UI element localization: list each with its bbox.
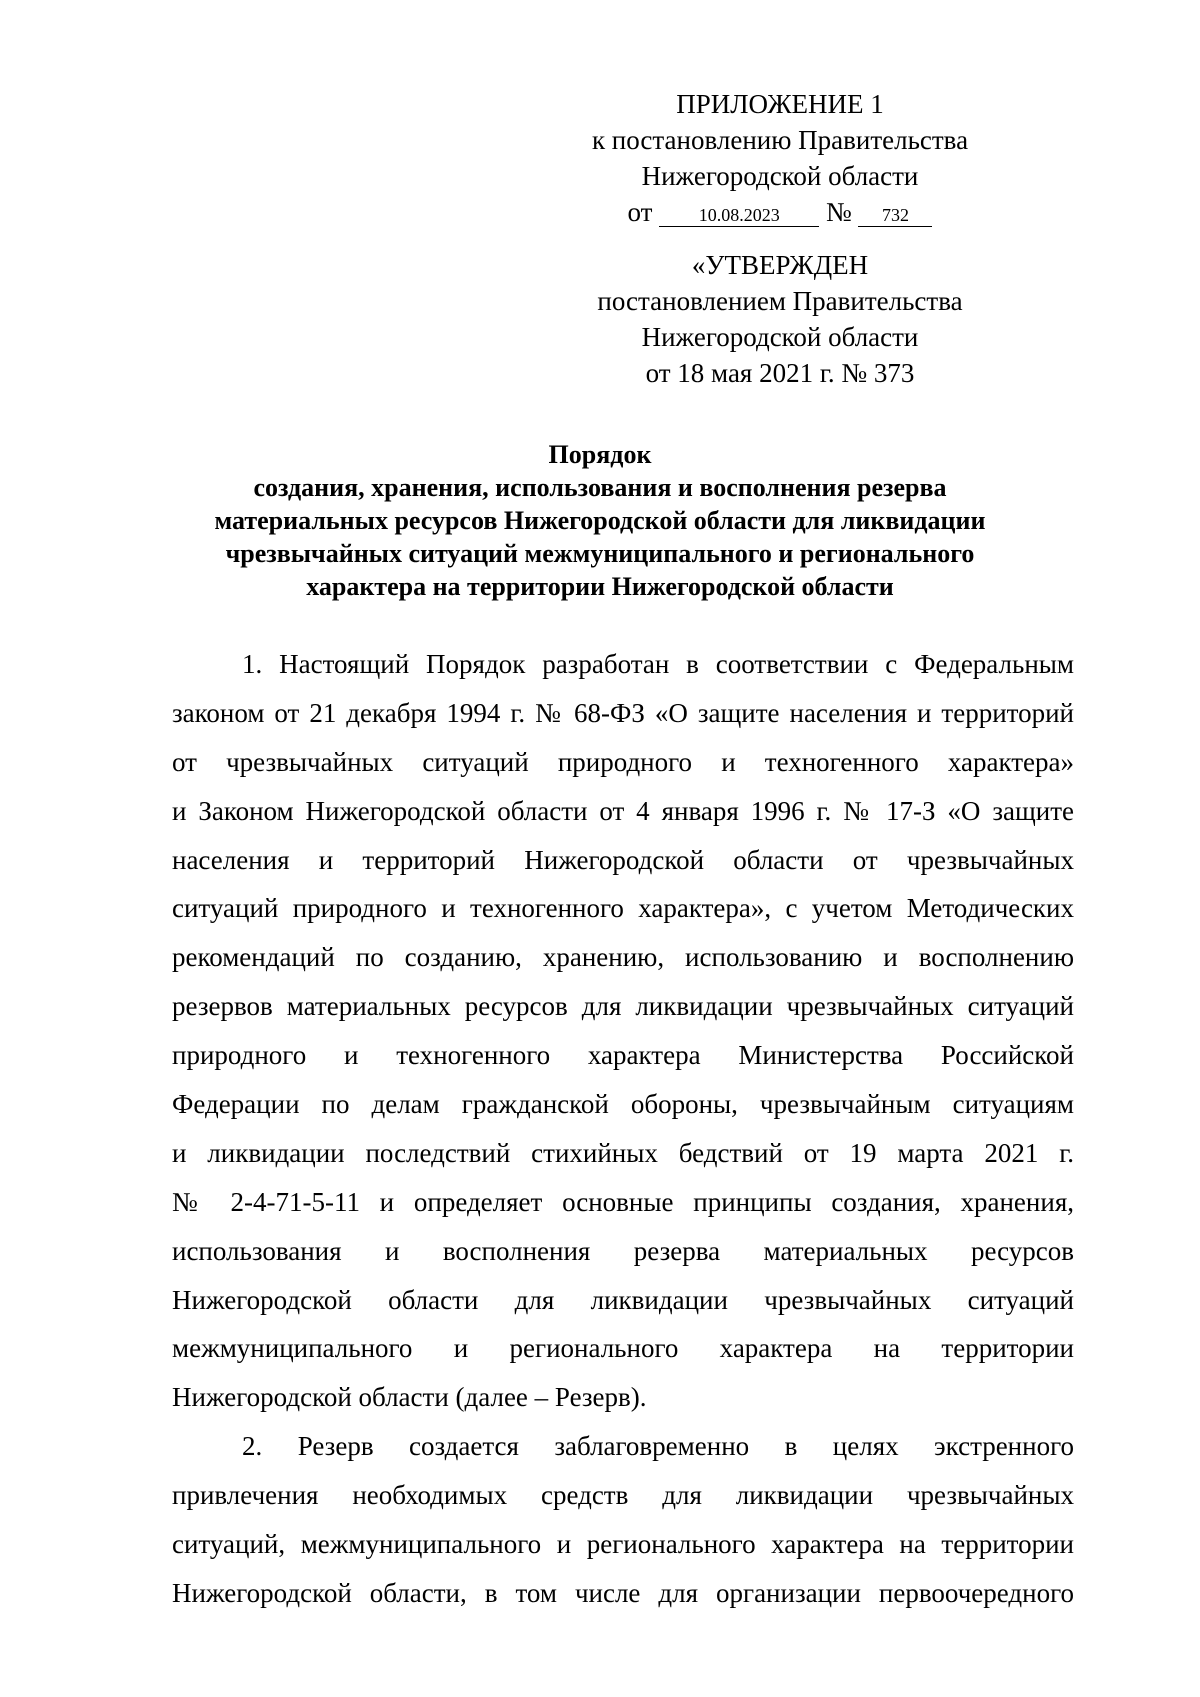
- number-label: №: [825, 197, 852, 227]
- paragraph-1-line: использования и восполнения резерва материальных ресурсов: [172, 1235, 1074, 1266]
- title-line-5: характера на территории Нижегородской области: [306, 572, 894, 601]
- paragraph-2-line: Нижегородской области, в том числе для организации первоочередного: [172, 1577, 1074, 1608]
- title-line-4: чрезвычайных ситуаций межмуниципального и регионального: [225, 539, 975, 568]
- paragraph-2-line: привлечения необходимых средств для ликвидации чрезвычайных: [172, 1480, 1074, 1511]
- paragraph-1-line: природного и техногенного характера Министерства Российской: [172, 1040, 1074, 1071]
- document-number: 732: [858, 204, 932, 227]
- paragraph-1-line: № 2-4-71-5-11 и определяет основные принципы создания, хранения,: [172, 1186, 1074, 1217]
- paragraph-1-line: 1. Настоящий Порядок разработан в соответствии с Федеральным: [242, 649, 1074, 679]
- appendix-date-line: [560, 194, 1000, 230]
- body-text: [172, 640, 1074, 1618]
- approved-line-4: от 18 мая 2021 г. № 373: [645, 358, 915, 388]
- from-label: от: [627, 197, 653, 227]
- paragraph-1-line: Федерации по делам гражданской обороны, чрезвычайным ситуациям: [172, 1089, 1074, 1120]
- paragraph-1-line: от чрезвычайных ситуаций природного и техногенного характера»: [172, 746, 1074, 777]
- approved-line-3: Нижегородской области: [641, 322, 919, 352]
- paragraph-2-line: ситуаций, межмуниципального и регионального характера на территории: [172, 1529, 1074, 1560]
- paragraph-1-line: законом от 21 декабря 1994 г. № 68-ФЗ «О защите населения и территорий: [172, 697, 1074, 728]
- approved-stamp-text: [560, 247, 1000, 391]
- paragraph-1-line: ситуаций природного и техногенного характера», с учетом Методических: [172, 893, 1074, 924]
- document-title: [160, 438, 1040, 603]
- paragraph-1-line: Нижегородской области для ликвидации чрезвычайных ситуаций: [172, 1284, 1074, 1315]
- approved-line-1: «УТВЕРЖДЕН: [691, 250, 869, 280]
- appendix-title: ПРИЛОЖЕНИЕ 1: [676, 89, 884, 119]
- paragraph-1-line: и ликвидации последствий стихийных бедствий от 19 марта 2021 г.: [172, 1137, 1074, 1168]
- paragraph-1-line: и Законом Нижегородской области от 4 января 1996 г. № 17-З «О защите: [172, 795, 1074, 826]
- paragraph-2-line: 2. Резерв создается заблаговременно в целях экстренного: [242, 1431, 1074, 1462]
- appendix-line-3: Нижегородской области: [641, 161, 919, 191]
- appendix-header: [560, 86, 1000, 230]
- paragraph-1-line: Нижегородской области (далее – Резерв).: [172, 1382, 647, 1413]
- title-line-1: Порядок: [548, 440, 652, 469]
- paragraph-1-line: резервов материальных ресурсов для ликвидации чрезвычайных ситуаций: [172, 991, 1074, 1022]
- approved-line-2: постановлением Правительства: [597, 286, 963, 316]
- document-date: 10.08.2023: [659, 204, 819, 227]
- paragraph-1-line: населения и территорий Нижегородской области от чрезвычайных: [172, 844, 1074, 875]
- title-line-3: материальных ресурсов Нижегородской области для ликвидации: [214, 506, 986, 535]
- appendix-line-2: к постановлению Правительства: [591, 125, 969, 155]
- paragraph-1-line: межмуниципального и регионального характера на территории: [172, 1333, 1074, 1364]
- paragraph-1-line: рекомендаций по созданию, хранению, использованию и восполнению: [172, 942, 1074, 973]
- title-line-2: создания, хранения, использования и восполнения резерва: [253, 473, 947, 502]
